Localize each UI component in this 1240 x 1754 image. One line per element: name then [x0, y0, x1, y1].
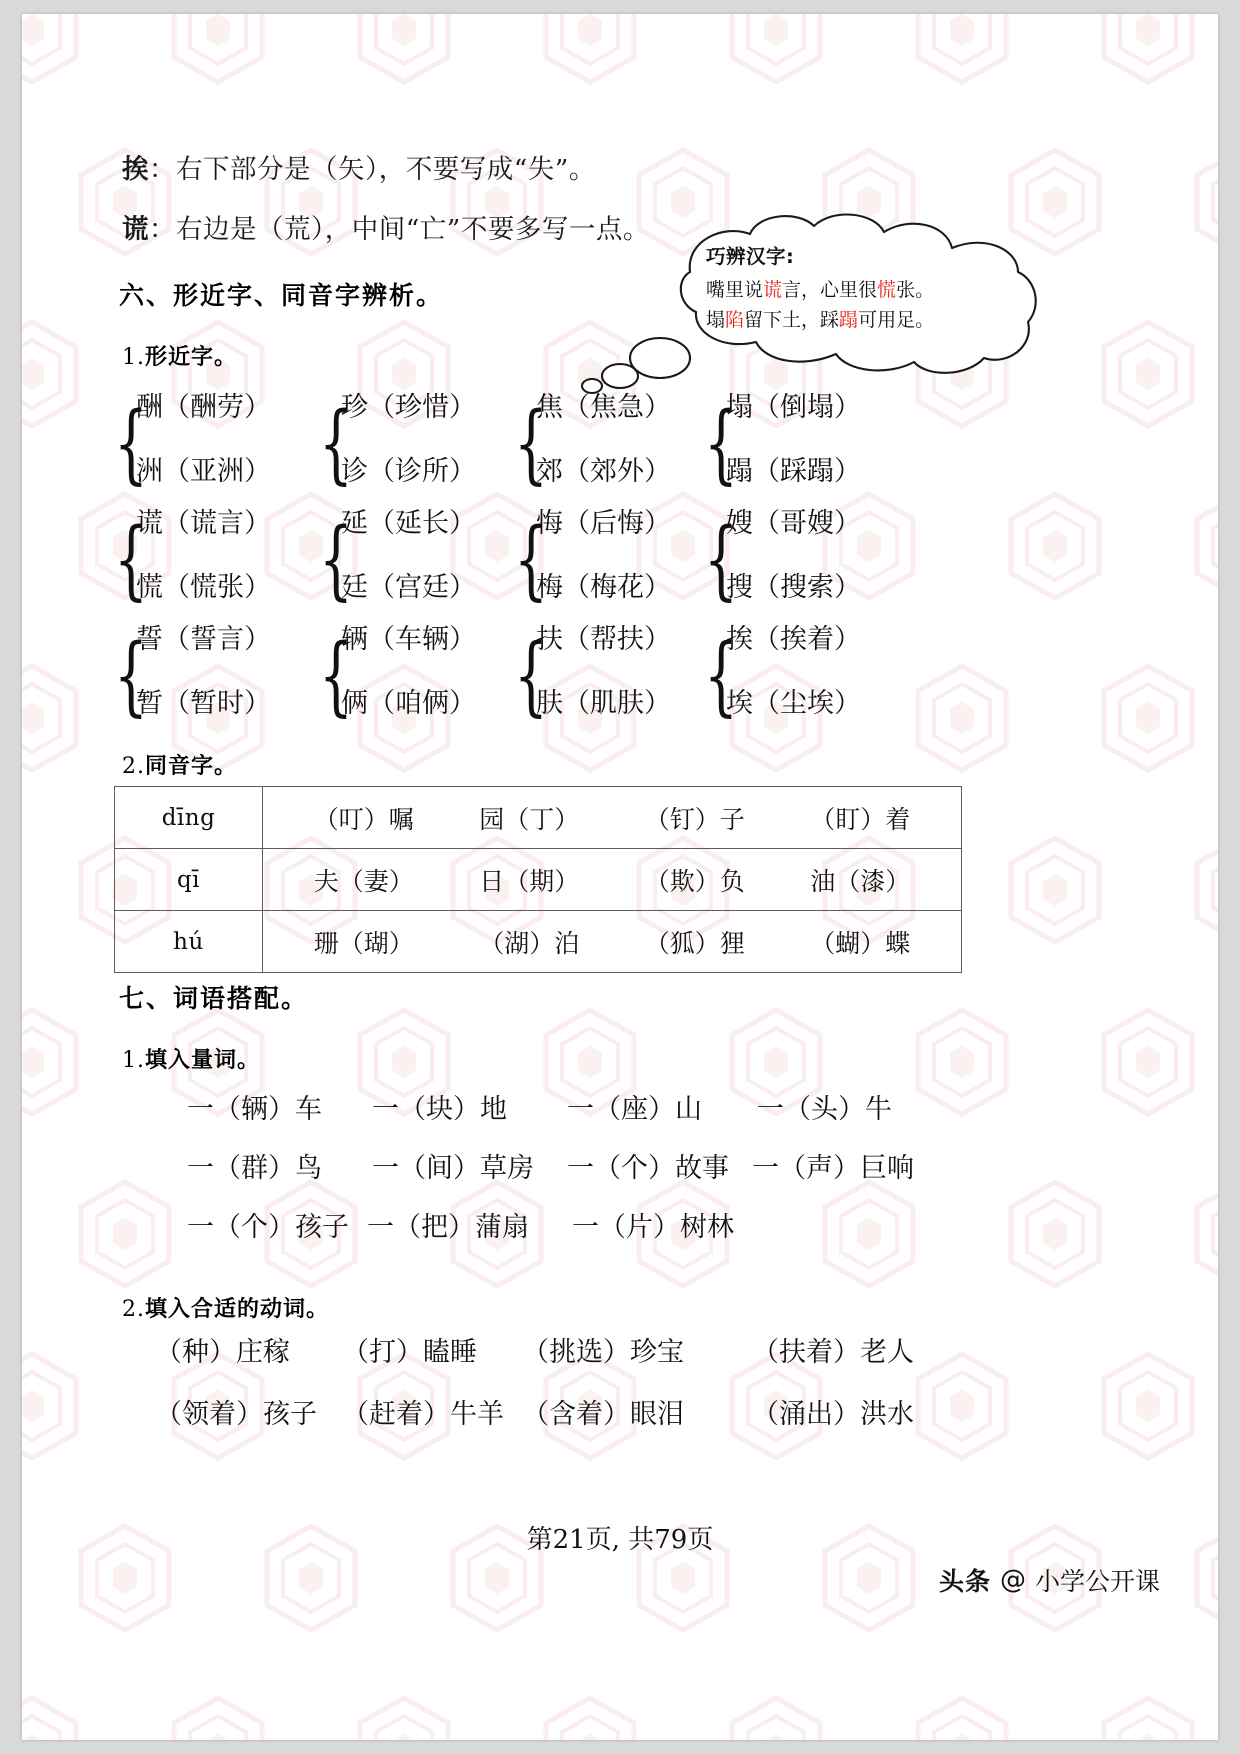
pair-bottom-entry: 郊（郊外） — [536, 456, 671, 487]
pair-top-entry: 悔（后悔） — [536, 508, 671, 539]
bubble-l1-c: 张。 — [896, 278, 935, 301]
measure-word-item: 一（座）山 — [567, 1094, 702, 1125]
pair-bottom-entry: 俩（咱俩） — [341, 688, 476, 719]
pair-bottom-entry: 诊（诊所） — [341, 456, 476, 487]
homophone-item: 油（漆） — [810, 866, 911, 896]
verb-collocation-item: （涌出）洪水 — [752, 1399, 914, 1430]
brand-account-name: 小学公开课 — [1034, 1567, 1160, 1596]
curly-brace-icon: { — [114, 626, 148, 726]
curly-brace-icon: { — [704, 510, 738, 610]
homophone-item: （湖）泊 — [479, 928, 580, 958]
bubble-l2-b: 留下土，踩 — [744, 308, 840, 331]
curly-brace-icon: { — [319, 510, 353, 610]
curly-brace-icon: { — [514, 394, 548, 494]
subsection-6-1-label: 形近字。 — [145, 345, 238, 370]
bubble-l2-red1: 陷 — [725, 308, 745, 331]
pair-top-entry: 扶（帮扶） — [536, 624, 671, 655]
measure-word-item: 一（间）草房 — [372, 1153, 534, 1184]
measure-word-item: 一（块）地 — [372, 1094, 507, 1125]
pair-bottom-entry: 廷（宫廷） — [341, 572, 476, 603]
similar-character-row — [114, 386, 994, 502]
similar-character-row — [114, 618, 994, 734]
homophone-item: 园（丁） — [479, 804, 580, 834]
bubble-l2-red2: 蹋 — [839, 308, 859, 331]
pinyin-cell: dīng — [115, 787, 263, 849]
note-2-text: ：右边是（荒），中间“亡”不要多写一点。 — [149, 214, 650, 245]
curly-brace-icon: { — [514, 626, 548, 726]
note-line-1 — [122, 154, 596, 186]
pair-top-entry: 挨（挨着） — [726, 624, 861, 655]
pinyin-cell: hú — [115, 911, 263, 973]
verb-collocation-item: （挑选）珍宝 — [522, 1337, 684, 1368]
pair-top-entry: 嫂（哥嫂） — [726, 508, 861, 539]
thought-bubble-text — [706, 242, 996, 335]
verb-collocation-item: （含着）眼泪 — [522, 1399, 684, 1430]
pair-top-entry: 珍（珍惜） — [341, 392, 476, 423]
section-7-title: 七、词语搭配。 — [119, 984, 309, 1013]
verb-collocation-item: （种）庄稼 — [155, 1337, 290, 1368]
pair-top-entry: 焦（焦急） — [536, 392, 671, 423]
page-number-footer: 第21页, 共79页 — [526, 1525, 714, 1555]
homophone-item: 珊（瑚） — [313, 928, 414, 958]
verb-collocation-item: （扶着）老人 — [752, 1337, 914, 1368]
curly-brace-icon: { — [704, 626, 738, 726]
brand-credit — [939, 1562, 1160, 1598]
bubble-l1-red2: 慌 — [877, 278, 897, 301]
document-page — [22, 14, 1218, 1740]
verb-collocation-item: （打）瞌睡 — [342, 1337, 477, 1368]
note-1-text: ：右下部分是（矢），不要写成“失”。 — [149, 154, 596, 185]
page-content — [22, 14, 1218, 1740]
subsection-7-2-label: 填入合适的动词。 — [145, 1297, 330, 1322]
homophone-items-cell — [263, 849, 962, 911]
brand-at-symbol: @ — [999, 1565, 1026, 1595]
homophone-items-cell — [263, 911, 962, 973]
pair-top-entry: 誓（誓言） — [136, 624, 271, 655]
measure-word-item: 一（头）牛 — [757, 1094, 892, 1125]
curly-brace-icon: { — [514, 510, 548, 610]
bubble-l1-b: 言，心里很 — [782, 278, 878, 301]
subsection-7-2-number: 2. — [122, 1297, 145, 1322]
bubble-line-1 — [706, 275, 996, 305]
pair-bottom-entry: 肤（肌肤） — [536, 688, 671, 719]
homophone-items-cell — [263, 787, 962, 849]
bubble-l2-a: 塌 — [706, 308, 726, 331]
pair-top-entry: 塌（倒塌） — [726, 392, 861, 423]
homophone-table — [114, 786, 962, 973]
curly-brace-icon: { — [704, 394, 738, 494]
measure-word-item: 一（把）蒲扇 — [367, 1212, 529, 1243]
pair-top-entry: 辆（车辆） — [341, 624, 476, 655]
curly-brace-icon: { — [319, 626, 353, 726]
pair-bottom-entry: 梅（梅花） — [536, 572, 671, 603]
homophone-item: （狐）狸 — [644, 928, 745, 958]
table-row — [115, 911, 962, 973]
bubble-l1-a: 嘴里说 — [706, 278, 764, 301]
pair-bottom-entry: 埃（尘埃） — [726, 688, 861, 719]
homophone-item: （叮）嘱 — [313, 804, 414, 834]
measure-word-item: 一（个）孩子 — [187, 1212, 349, 1243]
pair-bottom-entry: 暂（暂时） — [136, 688, 271, 719]
pair-top-entry: 谎（谎言） — [136, 508, 271, 539]
homophone-item: 夫（妻） — [313, 866, 414, 896]
subsection-7-2-title — [122, 1292, 329, 1323]
homophone-item: 日（期） — [479, 866, 580, 896]
subsection-6-1-title — [122, 340, 237, 371]
thought-bubble — [598, 210, 1098, 390]
homophone-item: （蝴）蝶 — [810, 928, 911, 958]
pair-top-entry: 酬（酬劳） — [136, 392, 271, 423]
bubble-l1-red1: 谎 — [763, 278, 783, 301]
measure-word-item: 一（辆）车 — [187, 1094, 322, 1125]
homophone-item: （盯）着 — [810, 804, 911, 834]
subsection-7-1-number: 1. — [122, 1048, 145, 1073]
subsection-6-2-label: 同音字。 — [145, 754, 238, 779]
note-2-char: 谎 — [122, 214, 149, 245]
curly-brace-icon: { — [319, 394, 353, 494]
subsection-6-1-number: 1. — [122, 345, 145, 370]
bubble-title: 巧辨汉字: — [706, 245, 795, 268]
pair-bottom-entry: 慌（慌张） — [136, 572, 271, 603]
bubble-line-2 — [706, 305, 996, 335]
pinyin-cell: qī — [115, 849, 263, 911]
note-line-2 — [122, 214, 650, 246]
pair-bottom-entry: 搜（搜索） — [726, 572, 861, 603]
verb-collocation-item: （赶着）牛羊 — [342, 1399, 504, 1430]
pair-top-entry: 延（延长） — [341, 508, 476, 539]
brand-source-label: 头条 — [938, 1567, 991, 1596]
homophone-item: （钉）子 — [644, 804, 745, 834]
curly-brace-icon: { — [114, 394, 148, 494]
measure-word-item: 一（声）巨响 — [752, 1153, 914, 1184]
homophone-item: （欺）负 — [644, 866, 745, 896]
section-6-title: 六、形近字、同音字辨析。 — [119, 281, 444, 310]
curly-brace-icon: { — [114, 510, 148, 610]
table-row — [115, 849, 962, 911]
pair-bottom-entry: 蹋（踩蹋） — [726, 456, 861, 487]
pair-bottom-entry: 洲（亚洲） — [136, 456, 271, 487]
measure-word-item: 一（个）故事 — [567, 1153, 729, 1184]
similar-characters-grid — [114, 386, 994, 734]
subsection-7-1-label: 填入量词。 — [145, 1048, 261, 1073]
subsection-6-2-number: 2. — [122, 754, 145, 779]
similar-character-row — [114, 502, 994, 618]
subsection-6-2-title — [122, 749, 237, 780]
measure-word-item: 一（片）树林 — [572, 1212, 734, 1243]
verb-collocation-item: （领着）孩子 — [155, 1399, 317, 1430]
bubble-l2-c: 可用足。 — [858, 308, 935, 331]
note-1-char: 挨 — [122, 154, 149, 185]
measure-word-item: 一（群）鸟 — [187, 1153, 322, 1184]
table-row — [115, 787, 962, 849]
subsection-7-1-title — [122, 1043, 260, 1074]
